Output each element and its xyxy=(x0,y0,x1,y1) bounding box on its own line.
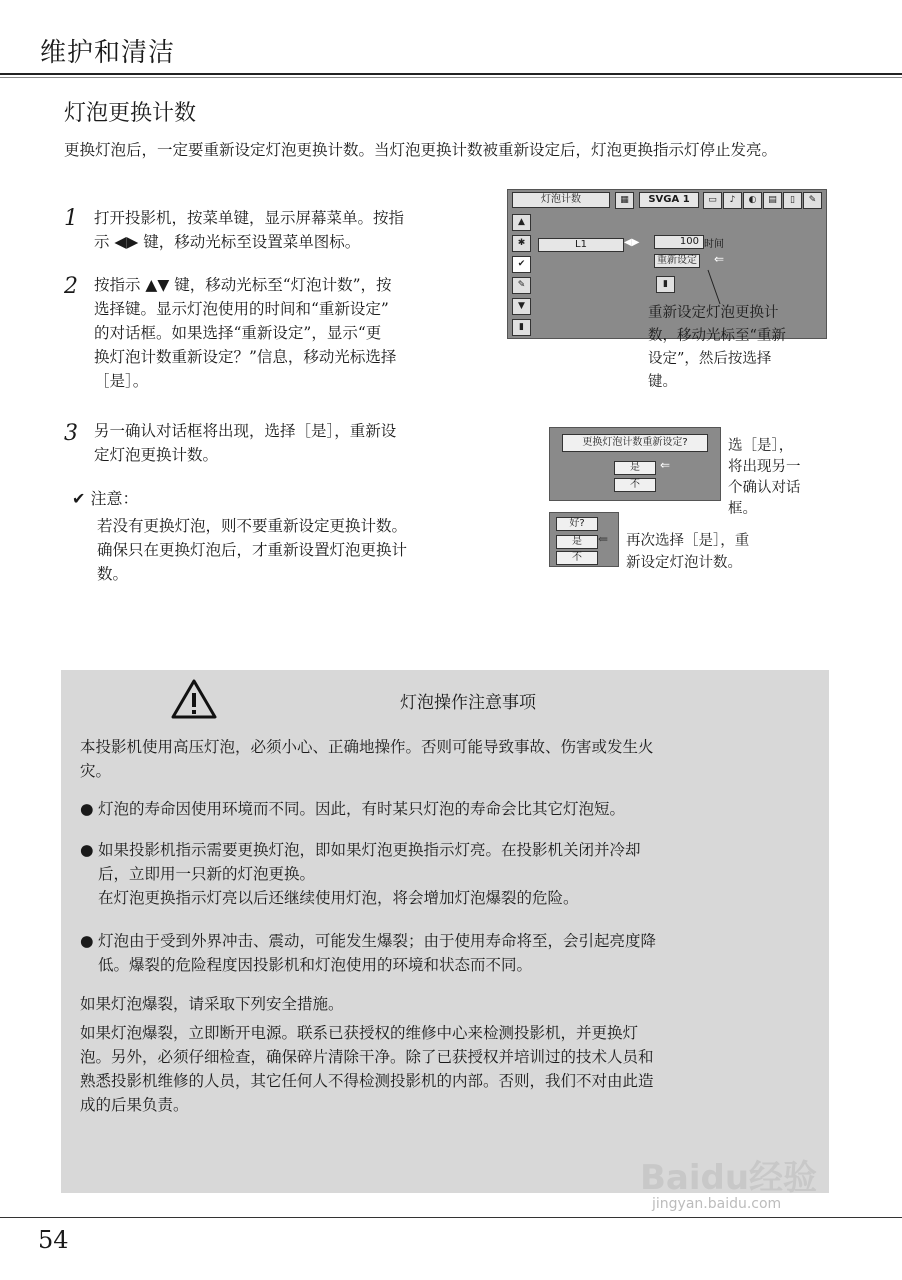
callout-line: 选［是］， xyxy=(728,438,794,454)
warning-intro xyxy=(80,735,820,783)
text-line: 如果投影机指示需要更换灯泡，即如果灯泡更换指示灯亮。在投影机关闭并冷却 xyxy=(98,841,641,859)
step-number: 1 xyxy=(64,206,78,231)
step-line: 的对话框。如果选择“重新设定”，显示“更 xyxy=(94,324,382,342)
pointer-arrow-icon: ⇐ xyxy=(660,458,671,472)
text-line: 灯泡的寿命因使用环境而不同。因此，有时某只灯泡的寿命会比其它灯泡短。 xyxy=(98,800,626,818)
setting-icon: ✎ xyxy=(803,192,822,209)
screen-icon: ▭ xyxy=(703,192,722,209)
down-arrow-icon: ▼ xyxy=(512,298,531,315)
chapter-title: 维护和清洁 xyxy=(40,38,176,68)
warning-title: 灯泡操作注意事项 xyxy=(400,693,536,713)
filter-icon: ✎ xyxy=(512,277,531,294)
left-right-arrows-icon: ◀▶ xyxy=(624,237,640,248)
note-line: 确保只在更换灯泡后，才重新设置灯泡更换计 xyxy=(97,541,408,559)
measures-text xyxy=(80,1021,820,1117)
second-confirm-dialog xyxy=(549,512,619,567)
lamp-field: L1 xyxy=(538,238,624,252)
note-line: 数。 xyxy=(97,565,129,583)
step-line: 定灯泡更换计数。 xyxy=(94,446,219,464)
pointer-arrow-icon: ⇐ xyxy=(598,532,609,546)
step-line: 选择键。显示灯泡使用的时间和“重新设定” xyxy=(94,300,389,318)
warning-bullet xyxy=(80,929,820,977)
callout-line: 重新设定灯泡更换计 xyxy=(648,305,779,321)
menu-callout xyxy=(648,302,828,394)
header-divider-thin xyxy=(0,77,902,78)
text-line: 灾。 xyxy=(80,762,112,780)
input-icon: ▤ xyxy=(763,192,782,209)
callout-line: 个确认对话 xyxy=(728,480,801,496)
callout-line: 框。 xyxy=(728,501,757,517)
text-line: 灯泡由于受到外界冲击、震动，可能发生爆裂；由于使用寿命将至，会引起亮度降 xyxy=(98,932,657,950)
step-line: 示 ◀▶ 键，移动光标至设置菜单图标。 xyxy=(94,233,361,251)
up-arrow-icon: ▲ xyxy=(512,214,531,231)
reset-button: 重新设定 xyxy=(654,254,700,268)
display-icon: ▦ xyxy=(615,192,634,209)
hours-label: 时间 xyxy=(704,239,724,250)
step-2-text xyxy=(94,273,494,393)
reset-confirm-dialog xyxy=(549,427,721,501)
exit-icon: ▮ xyxy=(656,276,675,293)
warning-bullet xyxy=(80,797,820,821)
step-line: ［是］。 xyxy=(94,372,149,390)
callout-line: 键。 xyxy=(648,374,677,390)
watermark-url: jingyan.baidu.com xyxy=(652,1196,782,1212)
sound-icon: ♪ xyxy=(723,192,742,209)
header-divider xyxy=(0,73,902,75)
intro-paragraph: 更换灯泡后，一定要重新设定灯泡更换计数。当灯泡更换计数被重新设定后，灯泡更换指示灯停止发亮。 xyxy=(64,141,778,159)
callout-line: 将出现另一 xyxy=(728,459,801,475)
exit-icon: ▮ xyxy=(512,319,531,336)
image-icon: ◐ xyxy=(743,192,762,209)
note-title: ✔ 注意： xyxy=(72,489,139,508)
text-line: 本投影机使用高压灯泡，必须小心、正确地操作。否则可能导致事故、伤害或发生火 xyxy=(80,738,654,756)
lamp-hours-value: 100 xyxy=(654,235,704,249)
text-line: 成的后果负责。 xyxy=(80,1096,189,1114)
no-button: 不 xyxy=(614,478,656,492)
text-line: 低。爆裂的危险程度因投影机和灯泡使用的环境和状态而不同。 xyxy=(98,956,533,974)
warning-bullet xyxy=(80,838,820,910)
pointer-arrow-icon: ⇐ xyxy=(714,252,725,266)
step-3-text xyxy=(94,419,494,467)
step-line: 另一确认对话框将出现，选择［是］，重新设 xyxy=(94,422,397,440)
bullet-icon: ● xyxy=(80,932,94,950)
text-line: 泡。另外，必须仔细检查，确保碎片清除干净。除了已获授权并培训过的技术人员和 xyxy=(80,1048,654,1066)
watermark-logo: Baidu经验 xyxy=(640,1158,818,1198)
step-number: 3 xyxy=(64,421,78,446)
step-number: 2 xyxy=(64,274,78,299)
bullet-icon: ● xyxy=(80,841,94,859)
step-1-text xyxy=(94,206,494,254)
dialog2-callout xyxy=(626,530,796,574)
callout-line: 设定”，然后按选择 xyxy=(648,351,772,367)
step-line: 换灯泡计数重新设定？”信息，移动光标选择 xyxy=(94,348,397,366)
no-button: 不 xyxy=(556,551,598,565)
yes-button: 是 xyxy=(556,535,598,549)
callout-line: 再次选择［是］，重 xyxy=(626,533,750,549)
warning-triangle-icon xyxy=(170,678,218,720)
menu-tab-lamp-counter: 灯泡计数 xyxy=(512,192,610,208)
section-title: 灯泡更换计数 xyxy=(64,101,197,126)
text-line: 如果灯泡爆裂，立即断开电源。联系已获授权的维修中心来检测投影机，并更换灯 xyxy=(80,1024,639,1042)
dialog-question: 更换灯泡计数重新设定? xyxy=(562,434,708,452)
dialog-question: 好? xyxy=(556,517,598,531)
measures-intro: 如果灯泡爆裂，请采取下列安全措施。 xyxy=(80,995,344,1013)
note-line: 若没有更换灯泡，则不要重新设定更换计数。 xyxy=(97,517,408,535)
step-line: 打开投影机，按菜单键，显示屏幕菜单。按指 xyxy=(94,209,405,227)
text-line: 在灯泡更换指示灯亮以后还继续使用灯泡，将会增加灯泡爆裂的危险。 xyxy=(98,889,579,907)
page-number: 54 xyxy=(38,1226,69,1254)
file-icon: ▯ xyxy=(783,192,802,209)
text-line: 后，立即用一只新的灯泡更换。 xyxy=(98,865,316,883)
step-line: 按指示 ▲▼ 键，移动光标至“灯泡计数”，按 xyxy=(94,276,392,294)
note-text xyxy=(97,514,489,586)
lamp-counter-icon: ✔ xyxy=(512,256,531,273)
dialog1-callout xyxy=(728,436,828,520)
bullet-icon: ● xyxy=(80,800,94,818)
footer-divider xyxy=(0,1217,902,1218)
text-line: 熟悉投影机维修的人员，其它任何人不得检测投影机的内部。否则，我们不对由此造 xyxy=(80,1072,654,1090)
resolution-label: SVGA 1 xyxy=(639,192,699,208)
callout-line: 新设定灯泡计数。 xyxy=(626,555,742,571)
yes-button: 是 xyxy=(614,461,656,475)
callout-line: 数，移动光标至“重新 xyxy=(648,328,786,344)
fan-icon: ✱ xyxy=(512,235,531,252)
